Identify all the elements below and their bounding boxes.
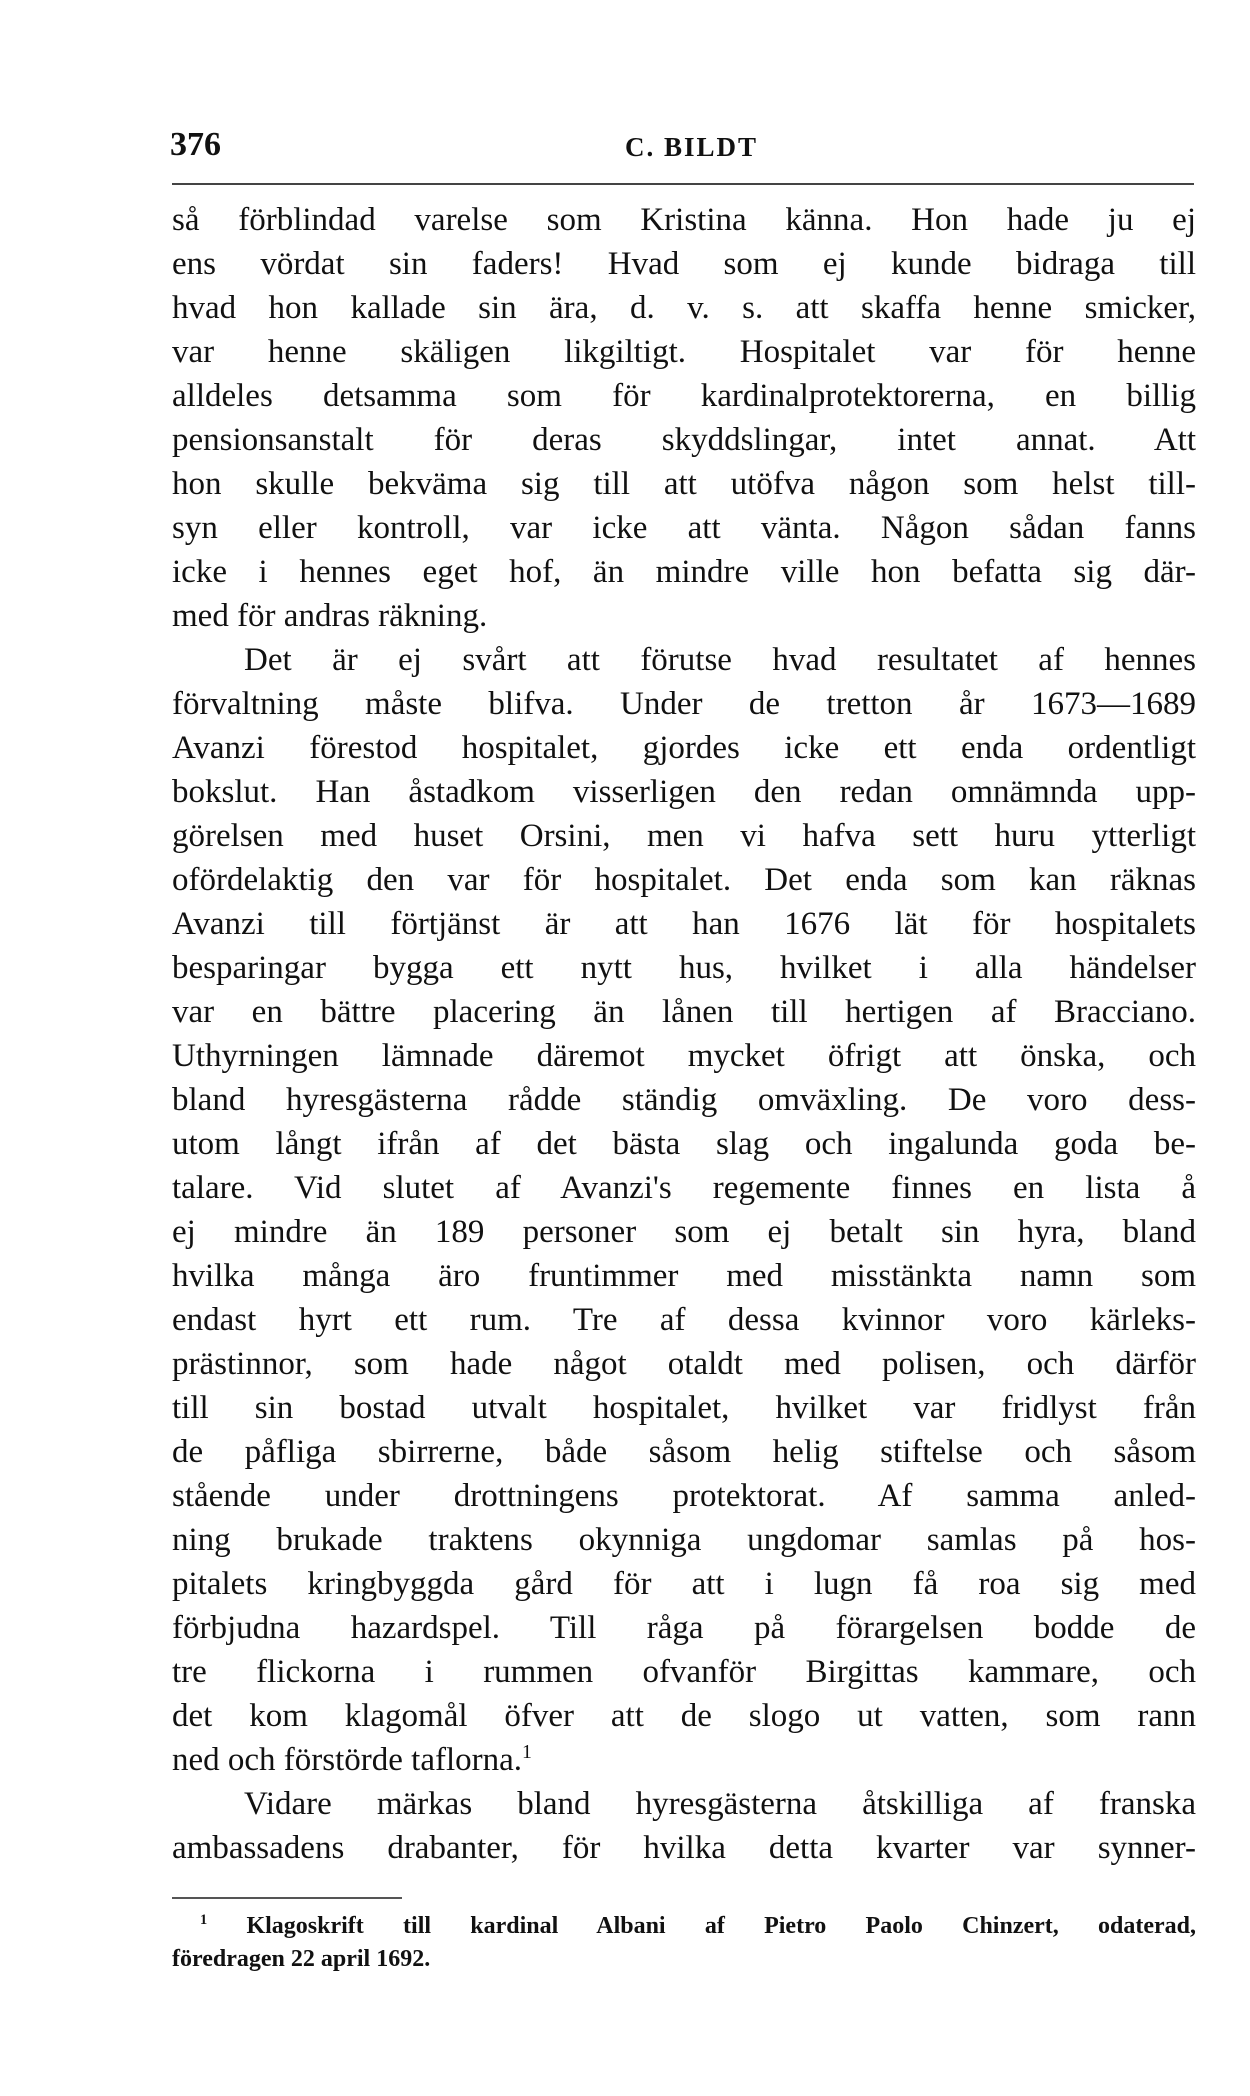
text-line: förvaltning måste blifva. Under de tretton år 1673—1689	[172, 686, 1196, 722]
text-line: det kom klagomål öfver att de slogo ut vatten, som rann	[172, 1698, 1196, 1734]
text-line: talare. Vid slutet af Avanzi's regemente finnes en lista å	[172, 1170, 1196, 1206]
text-line: var en bättre placering än lånen till hertigen af Bracciano.	[172, 994, 1196, 1030]
text-line: till sin bostad utvalt hospitalet, hvilket var fridlyst från	[172, 1390, 1196, 1426]
text-line: de påfliga sbirrerne, både såsom helig stiftelse och såsom	[172, 1434, 1196, 1470]
text-line: förbjudna hazardspel. Till råga på förargelsen bodde de	[172, 1610, 1196, 1646]
text-line: var henne skäligen likgiltigt. Hospitalet var för henne	[172, 334, 1196, 370]
footnote-reference: 1	[522, 1741, 532, 1763]
text-line: syn eller kontroll, var icke att vänta. Någon sådan fanns	[172, 510, 1196, 546]
footnote-rule	[172, 1897, 402, 1899]
text-line: pitalets kringbyggda gård för att i lugn få roa sig med	[172, 1566, 1196, 1602]
page-number: 376	[170, 126, 221, 163]
text-line: hvad hon kallade sin ära, d. v. s. att skaffa henne smicker,	[172, 290, 1196, 326]
running-title: C. BILDT	[625, 132, 759, 162]
text-line: ning brukade traktens okynniga ungdomar samlas på hos-	[172, 1522, 1196, 1558]
footnote-text: Klagoskrift till kardinal Albani af Pietro Paolo Chinzert, odaterad,	[246, 1913, 1196, 1939]
footnote-line: föredragen 22 april 1692.	[172, 1946, 431, 1972]
footnote-marker: 1	[200, 1912, 208, 1928]
paragraph-start-line: Vidare märkas bland hyresgästerna åtskilliga af franska	[244, 1786, 1196, 1822]
text-line-with-footnote-ref	[172, 1738, 1196, 1782]
text-line: tre flickorna i rummen ofvanför Birgittas kammare, och	[172, 1654, 1196, 1690]
text-line: ambassadens drabanter, för hvilka detta kvarter var synner-	[172, 1830, 1196, 1866]
text-line: Avanzi förestod hospitalet, gjordes icke ett enda ordentligt	[172, 730, 1196, 766]
text-line: hon skulle bekväma sig till att utöfva någon som helst till-	[172, 466, 1196, 502]
text-line: ofördelaktig den var för hospitalet. Det enda som kan räknas	[172, 862, 1196, 898]
running-head	[170, 126, 1194, 170]
text-line: så förblindad varelse som Kristina känna. Hon hade ju ej	[172, 202, 1196, 238]
text-line: prästinnor, som hade något otaldt med polisen, och därför	[172, 1346, 1196, 1382]
text-line: görelsen med huset Orsini, men vi hafva sett huru ytterligt	[172, 818, 1196, 854]
text-line: icke i hennes eget hof, än mindre ville hon befatta sig där-	[172, 554, 1196, 590]
text-line: alldeles detsamma som för kardinalprotektorerna, en billig	[172, 378, 1196, 414]
text-line: bland hyresgästerna rådde ständig omväxling. De voro dess-	[172, 1082, 1196, 1118]
text-line-content: ned och förstörde taflorna.	[172, 1742, 523, 1778]
text-line: med för andras räkning.	[172, 598, 488, 634]
text-line: Avanzi till förtjänst är att han 1676 lät för hospitalets	[172, 906, 1196, 942]
text-line: besparingar bygga ett nytt hus, hvilket i alla händelser	[172, 950, 1196, 986]
header-rule	[172, 183, 1194, 185]
text-line: pensionsanstalt för deras skyddslingar, intet annat. Att	[172, 422, 1196, 458]
footnote-line	[172, 1910, 1196, 1943]
footnotes	[172, 1910, 1196, 1976]
body-text	[172, 198, 1196, 1870]
text-line: ens vördat sin faders! Hvad som ej kunde bidraga till	[172, 246, 1196, 282]
text-line: Uthyrningen lämnade däremot mycket öfrigt att önska, och	[172, 1038, 1196, 1074]
text-line: bokslut. Han åstadkom visserligen den redan omnämnda upp-	[172, 774, 1196, 810]
text-line: endast hyrt ett rum. Tre af dessa kvinnor voro kärleks-	[172, 1302, 1196, 1338]
text-line: ej mindre än 189 personer som ej betalt sin hyra, bland	[172, 1214, 1196, 1250]
text-line: stående under drottningens protektorat. Af samma anled-	[172, 1478, 1196, 1514]
text-line: hvilka många äro fruntimmer med misstänkta namn som	[172, 1258, 1196, 1294]
paragraph-start-line: Det är ej svårt att förutse hvad resultatet af hennes	[244, 642, 1196, 678]
text-line: utom långt ifrån af det bästa slag och ingalunda goda be-	[172, 1126, 1196, 1162]
